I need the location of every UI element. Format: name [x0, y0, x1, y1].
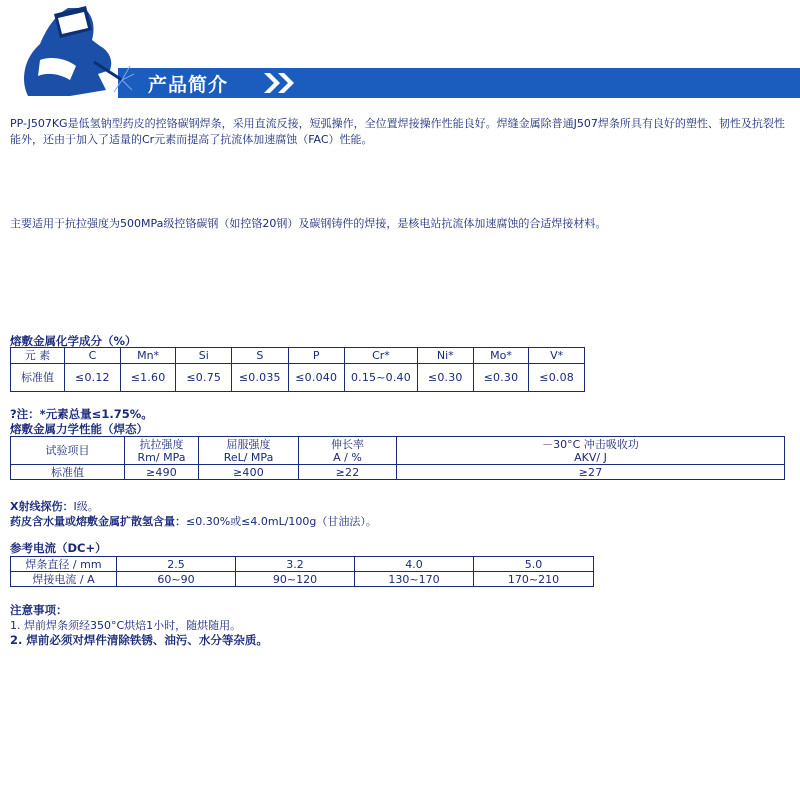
table-cell: 170~210 [474, 572, 594, 587]
table-row [11, 465, 785, 480]
mechanical-heading: 熔敷金属力学性能（焊态） [10, 422, 148, 436]
table-cell: 60~90 [117, 572, 236, 587]
hydrogen-label: 药皮含水量或熔敷金属扩散氢含量： [10, 515, 186, 528]
hydrogen-value: ≤0.30%或≤4.0mL/100g（甘油法）。 [186, 515, 377, 528]
table-cell: 4.0 [355, 557, 474, 572]
hydrogen-line [10, 513, 377, 529]
header [0, 0, 800, 100]
table-row [11, 572, 594, 587]
chevron-right-icon [262, 71, 302, 95]
note-item-1: 1. 焊前焊条须经350°C烘焙1小时，随烘随用。 [10, 619, 242, 632]
table-cell: ≤0.08 [529, 364, 585, 392]
table-cell: V* [529, 348, 585, 364]
table-row [11, 348, 585, 364]
table-cell: 屈服强度 ReL/ MPa [199, 437, 299, 465]
table-cell: Mo* [473, 348, 529, 364]
table-row [11, 557, 594, 572]
table-cell: Ni* [417, 348, 473, 364]
table-cell: 130~170 [355, 572, 474, 587]
table-cell: ≤0.040 [288, 364, 344, 392]
table-cell: 标准值 [11, 465, 125, 480]
mechanical-table [10, 436, 785, 480]
table-cell: ≤0.30 [473, 364, 529, 392]
xray-line [10, 498, 99, 514]
current-heading: 参考电流（DC+） [10, 541, 107, 555]
table-cell: 试验项目 [11, 437, 125, 465]
table-cell: 2.5 [117, 557, 236, 572]
table-cell: 0.15~0.40 [344, 364, 417, 392]
table-cell: －30°C 冲击吸收功 AKV/ J [397, 437, 785, 465]
table-cell: P [288, 348, 344, 364]
table-cell: 5.0 [474, 557, 594, 572]
table-cell: 伸长率 A / % [299, 437, 397, 465]
welder-logo [10, 0, 135, 98]
table-cell: 焊接电流 / A [11, 572, 117, 587]
table-cell: Mn* [120, 348, 176, 364]
table-cell: 元 素 [11, 348, 65, 364]
table-cell: ≤0.30 [417, 364, 473, 392]
note-item-2: 2. 焊前必须对焊件清除铁锈、油污、水分等杂质。 [10, 633, 268, 647]
xray-value: Ⅰ级。 [73, 500, 99, 513]
table-cell: ≥400 [199, 465, 299, 480]
table-cell: 焊条直径 / mm [11, 557, 117, 572]
chemistry-heading: 熔敷金属化学成分（%） [10, 334, 137, 348]
table-cell: 90~120 [236, 572, 355, 587]
table-cell: ≤0.75 [176, 364, 232, 392]
chemistry-table [10, 347, 585, 392]
intro-paragraph-2: 主要适用于抗拉强度为500MPa级控铬碳钢（如控铬20钢）及碳钢铸件的焊接，是核电站抗流体加速腐蚀的合适焊接材料。 [10, 217, 607, 230]
chemistry-note: ?注：*元素总量≤1.75%。 [10, 407, 153, 421]
table-cell: 标准值 [11, 364, 65, 392]
table-cell: 抗拉强度 Rm/ MPa [125, 437, 199, 465]
table-cell: ≤0.12 [65, 364, 121, 392]
page-title: 产品简介 [148, 74, 229, 96]
table-cell: ≤0.035 [232, 364, 288, 392]
table-cell: ≥490 [125, 465, 199, 480]
table-cell: S [232, 348, 288, 364]
table-cell: 3.2 [236, 557, 355, 572]
notes-heading: 注意事项： [10, 603, 68, 617]
table-cell: Si [176, 348, 232, 364]
intro-paragraph-1: PP-J507KG是低氢钠型药皮的控铬碳钢焊条，采用直流反接，短弧操作，全位置焊接操作性能良好。焊缝金属除普通J507焊条所具有良好的塑性、韧性及抗裂性能外，还由于加入了适量的Cr元素而提高了抗流体加速腐蚀（FAC）性能。 [10, 117, 785, 146]
current-table [10, 556, 594, 587]
xray-label: X射线探伤： [10, 500, 74, 513]
table-row [11, 364, 585, 392]
table-cell: ≥22 [299, 465, 397, 480]
table-cell: Cr* [344, 348, 417, 364]
table-cell: ≥27 [397, 465, 785, 480]
table-cell: ≤1.60 [120, 364, 176, 392]
table-row [11, 437, 785, 465]
table-cell: C [65, 348, 121, 364]
